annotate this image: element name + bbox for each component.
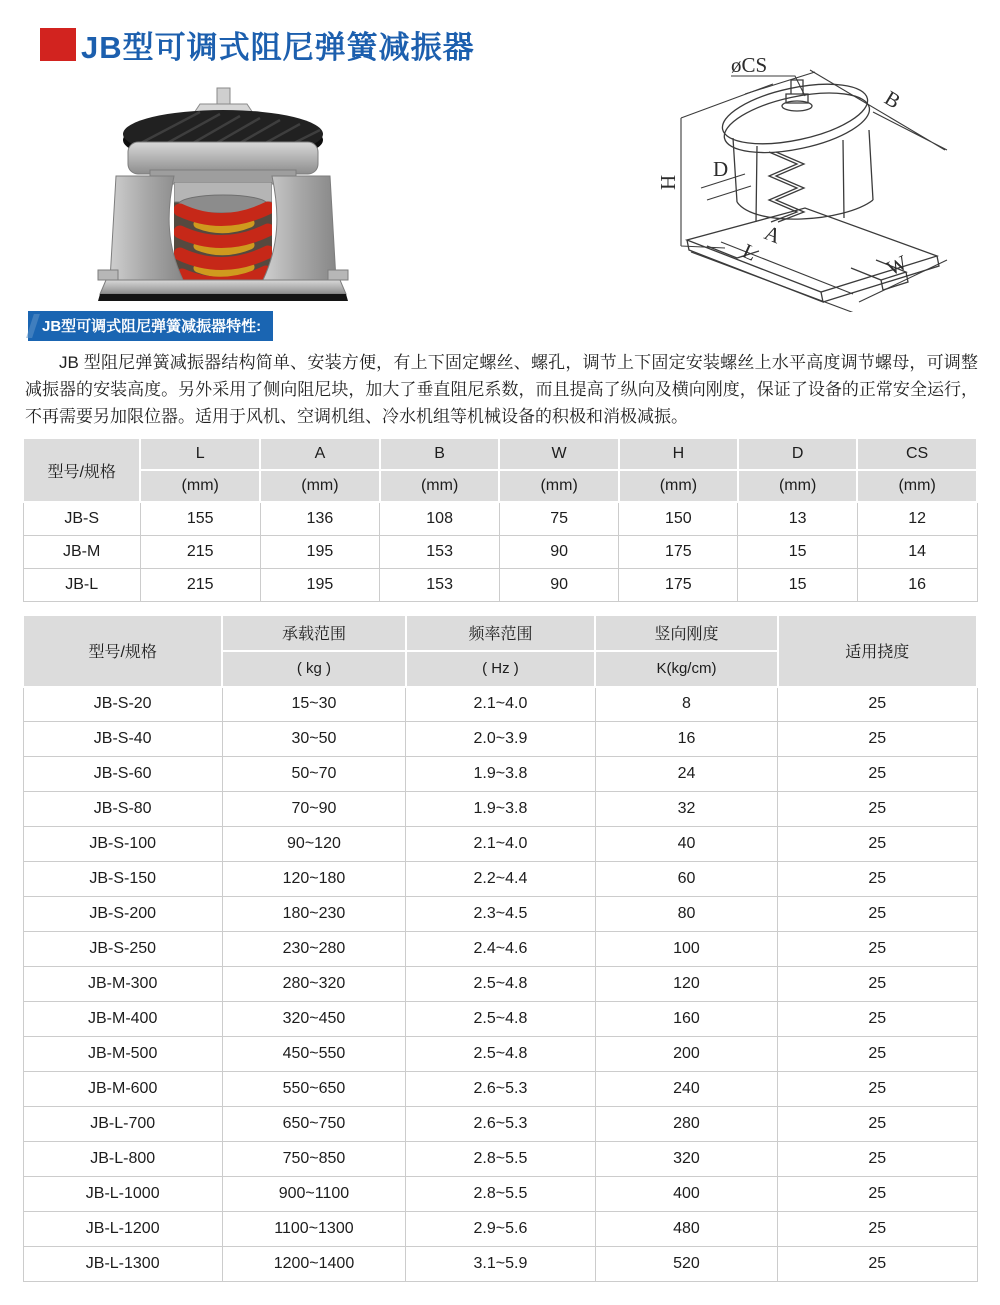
model-cell: JB-L xyxy=(23,568,140,601)
value-cell: 14 xyxy=(857,535,977,568)
value-cell: 80 xyxy=(595,897,777,932)
value-cell: 1.9~3.8 xyxy=(406,757,596,792)
value-cell: 750~850 xyxy=(222,1142,405,1177)
table-row xyxy=(23,535,977,568)
value-cell: 16 xyxy=(595,722,777,757)
col-header-H: H xyxy=(619,438,738,470)
value-cell: 1.9~3.8 xyxy=(406,792,596,827)
value-cell: 25 xyxy=(778,897,977,932)
unit-mm: (mm) xyxy=(380,470,500,502)
value-cell: 2.6~5.3 xyxy=(406,1072,596,1107)
value-cell: 900~1100 xyxy=(222,1177,405,1212)
value-cell: 230~280 xyxy=(222,932,405,967)
value-cell: 12 xyxy=(857,502,977,535)
value-cell: 195 xyxy=(260,535,380,568)
model-cell: JB-S xyxy=(23,502,140,535)
value-cell: 320 xyxy=(595,1142,777,1177)
table-row xyxy=(23,792,977,827)
model-cell: JB-S-20 xyxy=(23,687,222,722)
col-header-D: D xyxy=(738,438,857,470)
table-row xyxy=(23,722,977,757)
dim-label-b: B xyxy=(880,85,905,114)
value-cell: 480 xyxy=(595,1212,777,1247)
dim-label-l: L xyxy=(738,238,761,266)
table-row xyxy=(23,932,977,967)
value-cell: 25 xyxy=(778,967,977,1002)
value-cell: 2.5~4.8 xyxy=(406,1037,596,1072)
value-cell: 550~650 xyxy=(222,1072,405,1107)
col-header-model: 型号/规格 xyxy=(23,615,222,687)
unit-mm: (mm) xyxy=(140,470,260,502)
value-cell: 30~50 xyxy=(222,722,405,757)
value-cell: 25 xyxy=(778,1037,977,1072)
unit-mm: (mm) xyxy=(260,470,380,502)
value-cell: 175 xyxy=(619,568,738,601)
top-section xyxy=(0,0,1000,437)
value-cell: 60 xyxy=(595,862,777,897)
value-cell: 25 xyxy=(778,1212,977,1247)
table-row xyxy=(23,862,977,897)
value-cell: 40 xyxy=(595,827,777,862)
value-cell: 25 xyxy=(778,1107,977,1142)
model-cell: JB-M-300 xyxy=(23,967,222,1002)
col-header-deflection: 适用挠度 xyxy=(778,615,977,687)
value-cell: 16 xyxy=(857,568,977,601)
table-row xyxy=(23,1142,977,1177)
value-cell: 15 xyxy=(738,568,857,601)
dim-label-d: D xyxy=(713,157,729,181)
value-cell: 175 xyxy=(619,535,738,568)
value-cell: 450~550 xyxy=(222,1037,405,1072)
col-header-model: 型号/规格 xyxy=(23,438,140,502)
value-cell: 520 xyxy=(595,1247,777,1282)
unit-kg: ( kg ) xyxy=(222,651,405,687)
value-cell: 100 xyxy=(595,932,777,967)
value-cell: 25 xyxy=(778,1072,977,1107)
value-cell: 195 xyxy=(260,568,380,601)
value-cell: 25 xyxy=(778,1247,977,1282)
table-row xyxy=(23,967,977,1002)
table-row xyxy=(23,1037,977,1072)
model-cell: JB-L-1300 xyxy=(23,1247,222,1282)
value-cell: 215 xyxy=(140,535,260,568)
table-row xyxy=(23,568,977,601)
page-title: JB型可调式阻尼弹簧减振器 xyxy=(81,30,475,65)
value-cell: 90~120 xyxy=(222,827,405,862)
value-cell: 215 xyxy=(140,568,260,601)
housing-right xyxy=(263,176,336,280)
top-plate xyxy=(128,142,318,174)
model-cell: JB-L-1000 xyxy=(23,1177,222,1212)
value-cell: 25 xyxy=(778,1177,977,1212)
value-cell: 153 xyxy=(380,568,500,601)
dim-label-cs: øCS xyxy=(731,53,768,77)
value-cell: 15~30 xyxy=(222,687,405,722)
value-cell: 400 xyxy=(595,1177,777,1212)
value-cell: 25 xyxy=(778,827,977,862)
col-header-W: W xyxy=(499,438,618,470)
value-cell: 25 xyxy=(778,722,977,757)
table-row xyxy=(23,1212,977,1247)
col-header-vertical-stiffness: 竖向刚度 xyxy=(595,615,777,651)
base-plate xyxy=(100,280,346,294)
value-cell: 25 xyxy=(778,932,977,967)
table-row xyxy=(23,1107,977,1142)
value-cell: 13 xyxy=(738,502,857,535)
housing-left xyxy=(110,176,183,280)
table-row xyxy=(23,827,977,862)
spring-damper-photo xyxy=(90,84,350,302)
value-cell: 50~70 xyxy=(222,757,405,792)
model-cell: JB-L-700 xyxy=(23,1107,222,1142)
features-badge: JB型可调式阻尼弹簧减振器特性: xyxy=(28,311,273,341)
col-header-A: A xyxy=(260,438,380,470)
value-cell: 25 xyxy=(778,687,977,722)
unit-mm: (mm) xyxy=(738,470,857,502)
dim-label-h: H xyxy=(656,174,680,190)
model-cell: JB-S-200 xyxy=(23,897,222,932)
value-cell: 2.3~4.5 xyxy=(406,897,596,932)
spec-table xyxy=(22,614,978,1283)
table-row xyxy=(23,502,977,535)
value-cell: 120~180 xyxy=(222,862,405,897)
value-cell: 15 xyxy=(738,535,857,568)
value-cell: 155 xyxy=(140,502,260,535)
table-row xyxy=(23,757,977,792)
value-cell: 160 xyxy=(595,1002,777,1037)
value-cell: 90 xyxy=(499,535,618,568)
value-cell: 320~450 xyxy=(222,1002,405,1037)
red-square-bullet-icon xyxy=(40,28,76,61)
value-cell: 3.1~5.9 xyxy=(406,1247,596,1282)
value-cell: 2.1~4.0 xyxy=(406,687,596,722)
model-cell: JB-S-100 xyxy=(23,827,222,862)
unit-mm: (mm) xyxy=(619,470,738,502)
col-header-load-range: 承载范围 xyxy=(222,615,405,651)
model-cell: JB-M xyxy=(23,535,140,568)
table-row xyxy=(23,1002,977,1037)
unit-hz: ( Hz ) xyxy=(406,651,596,687)
value-cell: 32 xyxy=(595,792,777,827)
model-cell: JB-M-500 xyxy=(23,1037,222,1072)
value-cell: 280 xyxy=(595,1107,777,1142)
unit-mm: (mm) xyxy=(857,470,977,502)
model-cell: JB-S-150 xyxy=(23,862,222,897)
dim-label-w: W xyxy=(882,250,912,281)
value-cell: 153 xyxy=(380,535,500,568)
value-cell: 2.5~4.8 xyxy=(406,1002,596,1037)
col-header-L: L xyxy=(140,438,260,470)
product-photo xyxy=(90,84,350,302)
value-cell: 2.5~4.8 xyxy=(406,967,596,1002)
col-header-frequency-range: 频率范围 xyxy=(406,615,596,651)
dim-label-a: A xyxy=(761,220,785,249)
table-row xyxy=(23,687,977,722)
title-row xyxy=(40,22,475,67)
value-cell: 1100~1300 xyxy=(222,1212,405,1247)
value-cell: 70~90 xyxy=(222,792,405,827)
features-paragraph: JB 型阻尼弹簧减振器结构简单、安装方便，有上下固定螺丝、螺孔，调节上下固定安装螺丝上水平高度调节螺母，可调整减振器的安装高度。另外采用了侧向阻尼块，加大了垂直阻尼系数，而且提高了纵向及横向刚度，保证了设备的正常安全运行，不再需要另加限位器。适用于风机、空调机组、冷水机组等机械设备的积极和消极减振。 xyxy=(25,353,978,426)
value-cell: 8 xyxy=(595,687,777,722)
value-cell: 108 xyxy=(380,502,500,535)
value-cell: 90 xyxy=(499,568,618,601)
value-cell: 2.0~3.9 xyxy=(406,722,596,757)
value-cell: 136 xyxy=(260,502,380,535)
value-cell: 150 xyxy=(619,502,738,535)
dimension-drawing xyxy=(645,50,980,312)
dimensions-table xyxy=(22,437,978,602)
value-cell: 2.8~5.5 xyxy=(406,1177,596,1212)
value-cell: 2.9~5.6 xyxy=(406,1212,596,1247)
value-cell: 2.8~5.5 xyxy=(406,1142,596,1177)
value-cell: 1200~1400 xyxy=(222,1247,405,1282)
table-row xyxy=(23,897,977,932)
value-cell: 650~750 xyxy=(222,1107,405,1142)
model-cell: JB-L-800 xyxy=(23,1142,222,1177)
value-cell: 2.2~4.4 xyxy=(406,862,596,897)
value-cell: 2.6~5.3 xyxy=(406,1107,596,1142)
model-cell: JB-S-250 xyxy=(23,932,222,967)
value-cell: 25 xyxy=(778,1142,977,1177)
model-cell: JB-M-600 xyxy=(23,1072,222,1107)
col-header-CS: CS xyxy=(857,438,977,470)
value-cell: 280~320 xyxy=(222,967,405,1002)
value-cell: 180~230 xyxy=(222,897,405,932)
model-cell: JB-L-1200 xyxy=(23,1212,222,1247)
unit-kgcm: K(kg/cm) xyxy=(595,651,777,687)
value-cell: 240 xyxy=(595,1072,777,1107)
dimension-drawing-svg xyxy=(645,50,980,312)
model-cell: JB-S-40 xyxy=(23,722,222,757)
value-cell: 25 xyxy=(778,757,977,792)
table-row xyxy=(23,1072,977,1107)
model-cell: JB-S-80 xyxy=(23,792,222,827)
value-cell: 200 xyxy=(595,1037,777,1072)
value-cell: 120 xyxy=(595,967,777,1002)
value-cell: 25 xyxy=(778,792,977,827)
unit-mm: (mm) xyxy=(499,470,618,502)
col-header-B: B xyxy=(380,438,500,470)
value-cell: 25 xyxy=(778,862,977,897)
model-cell: JB-M-400 xyxy=(23,1002,222,1037)
value-cell: 2.4~4.6 xyxy=(406,932,596,967)
table-row xyxy=(23,1247,977,1282)
model-cell: JB-S-60 xyxy=(23,757,222,792)
table-row xyxy=(23,1177,977,1212)
value-cell: 24 xyxy=(595,757,777,792)
value-cell: 25 xyxy=(778,1002,977,1037)
value-cell: 75 xyxy=(499,502,618,535)
value-cell: 2.1~4.0 xyxy=(406,827,596,862)
